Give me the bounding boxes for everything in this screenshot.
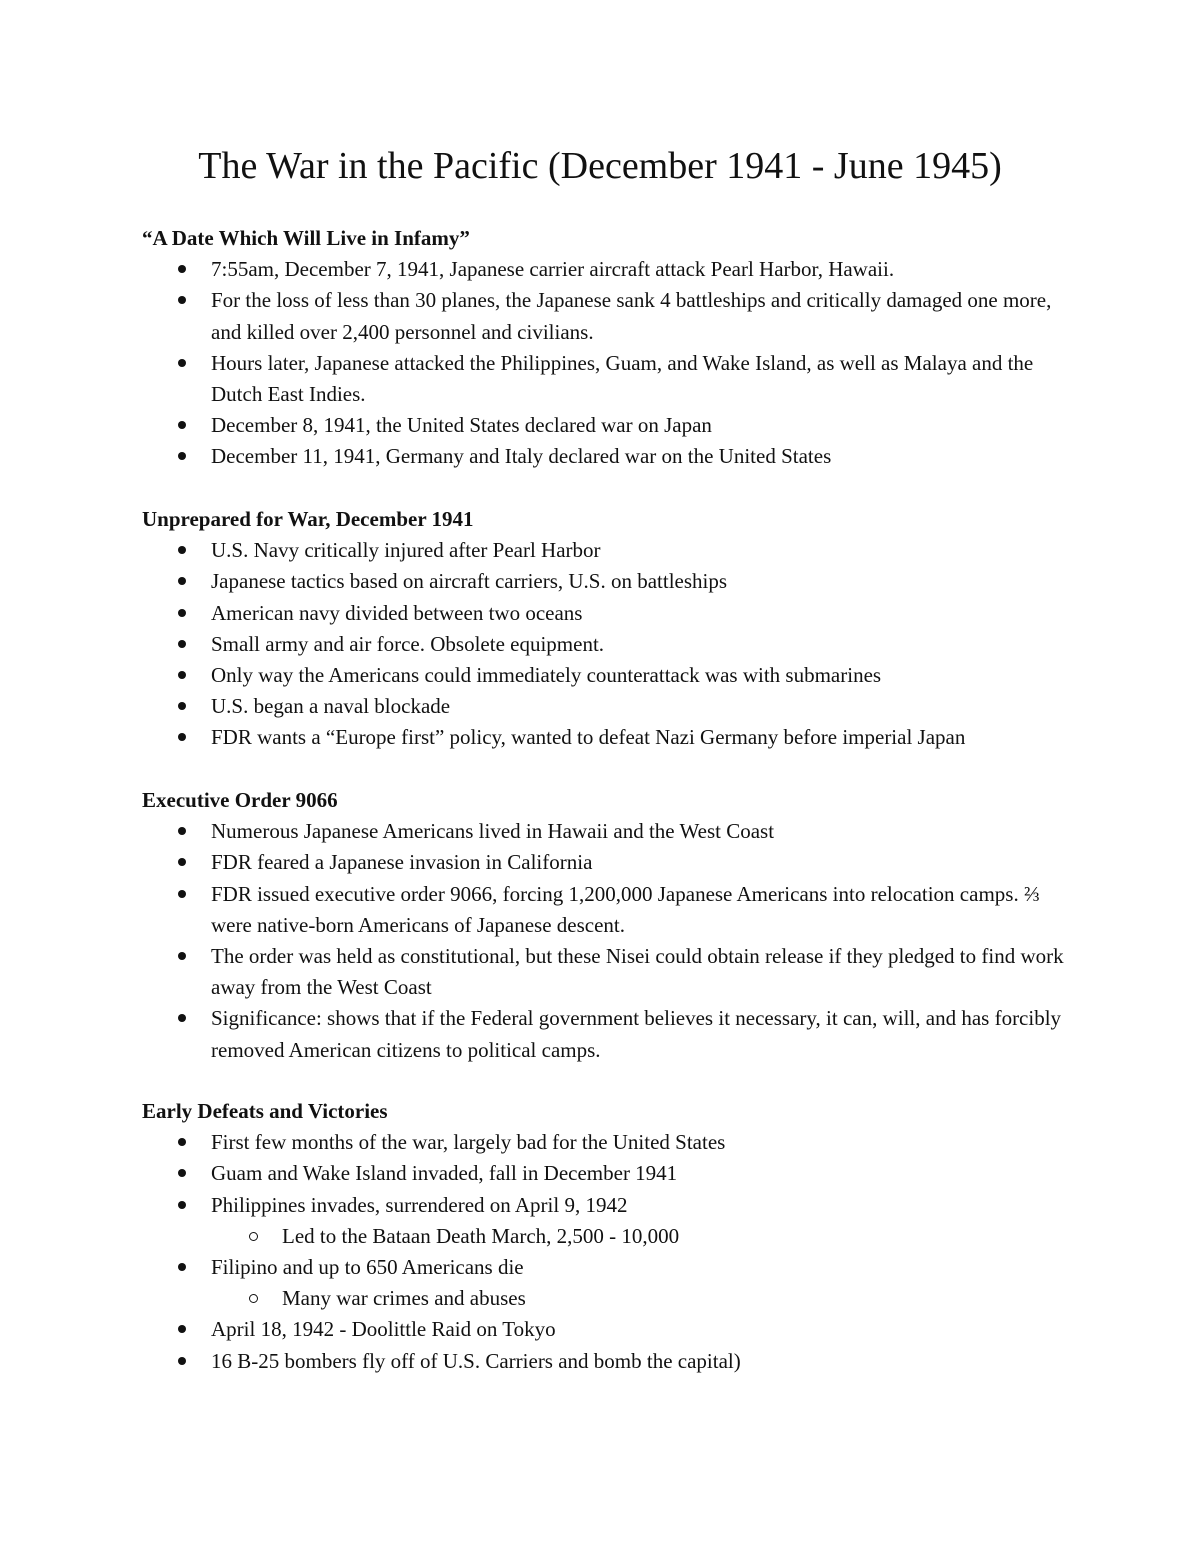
bullet-icon xyxy=(178,359,186,367)
bullet-icon xyxy=(178,1138,186,1146)
list-item-text: Significance: shows that if the Federal government believes it necessary, it can, will, and has forcibly removed American citizens to political camps. xyxy=(211,1006,1062,1062)
bullet-icon xyxy=(178,609,186,617)
list-item-text: April 18, 1942 - Doolittle Raid on Tokyo xyxy=(211,1317,556,1342)
bullet-icon xyxy=(178,452,186,460)
bullet-icon xyxy=(178,890,186,898)
list-item-text: For the loss of less than 30 planes, the Japanese sank 4 battleships and critically damaged one more, and killed over 2,400 personnel and civilians. xyxy=(211,288,1052,344)
list-item xyxy=(142,254,1082,285)
list-item-text: December 11, 1941, Germany and Italy declared war on the United States xyxy=(211,444,832,469)
list-item-text: FDR issued executive order 9066, forcing 1,200,000 Japanese Americans into relocation camps. ⅔ were native-born Americans of Japanese descent. xyxy=(211,881,1040,937)
list-item xyxy=(142,1127,1082,1158)
list-item-text: Japanese tactics based on aircraft carriers, U.S. on battleships xyxy=(211,569,728,594)
section-unprepared xyxy=(142,504,1082,754)
sub-list-item xyxy=(142,1283,1082,1314)
list-item-text: Numerous Japanese Americans lived in Hawaii and the West Coast xyxy=(211,819,775,844)
list-item-text: Hours later, Japanese attacked the Philippines, Guam, and Wake Island, as well as Malaya and the Dutch East Indies. xyxy=(211,350,1034,407)
bullet-icon xyxy=(178,671,186,679)
list-item-text: The order was held as constitutional, but these Nisei could obtain release if they pledged to find work away from the West Coast xyxy=(211,944,1064,1000)
bullet-icon xyxy=(178,952,186,960)
list-item-text: Led to the Bataan Death March, 2,500 - 10,000 xyxy=(282,1223,680,1248)
list-item xyxy=(142,410,1082,441)
list-item-text: 7:55am, December 7, 1941, Japanese carrier aircraft attack Pearl Harbor, Hawaii. xyxy=(211,257,895,282)
list-item-text: 16 B-25 bombers fly off of U.S. Carriers and bomb the capital) xyxy=(211,1348,741,1373)
bullet-icon xyxy=(178,421,186,429)
bullet-list xyxy=(142,1127,1082,1377)
list-item-text: FDR feared a Japanese invasion in California xyxy=(211,850,593,875)
list-item xyxy=(142,847,1082,878)
list-item xyxy=(142,691,1082,722)
list-item-text: Small army and air force. Obsolete equipment. xyxy=(211,631,605,656)
bullet-icon xyxy=(178,1201,186,1209)
bullet-list xyxy=(142,816,1082,1066)
list-item xyxy=(142,879,1082,941)
bullet-icon xyxy=(178,1325,186,1333)
list-item-text: U.S. Navy critically injured after Pearl Harbor xyxy=(211,538,601,563)
bullet-icon xyxy=(178,296,186,304)
list-item-text: Guam and Wake Island invaded, fall in December 1941 xyxy=(211,1161,678,1186)
list-item xyxy=(142,566,1082,597)
bullet-list xyxy=(142,254,1082,472)
list-item-text: Philippines invades, surrendered on April 9, 1942 xyxy=(211,1192,628,1217)
list-item-text: American navy divided between two oceans xyxy=(211,600,583,625)
list-item-text: FDR wants a “Europe first” policy, wanted to defeat Nazi Germany before imperial Japan xyxy=(211,725,966,750)
list-item-text: Only way the Americans could immediately counterattack was with submarines xyxy=(211,663,882,688)
bullet-icon xyxy=(178,1169,186,1177)
bullet-icon xyxy=(178,1263,186,1271)
list-item xyxy=(142,1252,1082,1283)
bullet-icon xyxy=(178,577,186,585)
list-item xyxy=(142,441,1082,472)
section-heading: Early Defeats and Victories xyxy=(142,1099,388,1123)
bullet-icon xyxy=(178,733,186,741)
list-item xyxy=(142,941,1082,1003)
section-infamy xyxy=(142,223,1082,473)
section-heading: Executive Order 9066 xyxy=(142,788,338,812)
list-item xyxy=(142,348,1082,410)
bullet-icon xyxy=(178,546,186,554)
bullet-icon xyxy=(178,1357,186,1365)
bullet-icon xyxy=(178,858,186,866)
hollow-bullet-icon xyxy=(249,1232,258,1241)
list-item xyxy=(142,629,1082,660)
section-executive-order xyxy=(142,785,1082,1066)
bullet-list xyxy=(142,535,1082,753)
bullet-icon xyxy=(178,265,186,273)
section-heading: Unprepared for War, December 1941 xyxy=(142,507,474,531)
list-item-text: December 8, 1941, the United States declared war on Japan xyxy=(211,413,712,438)
list-item xyxy=(142,1158,1082,1189)
list-item xyxy=(142,598,1082,629)
list-item-text: First few months of the war, largely bad for the United States xyxy=(211,1130,726,1155)
list-item-text: Filipino and up to 650 Americans die xyxy=(211,1255,524,1280)
list-item xyxy=(142,1346,1082,1377)
list-item xyxy=(142,1190,1082,1221)
list-item xyxy=(142,1003,1082,1065)
list-item-text: Many war crimes and abuses xyxy=(282,1286,526,1311)
list-item xyxy=(142,722,1082,753)
list-item xyxy=(142,816,1082,847)
page-title: The War in the Pacific (December 1941 - June 1945) xyxy=(198,145,1002,187)
list-item xyxy=(142,535,1082,566)
hollow-bullet-icon xyxy=(249,1294,258,1303)
bullet-icon xyxy=(178,640,186,648)
section-early-defeats xyxy=(142,1096,1082,1377)
list-item-text: U.S. began a naval blockade xyxy=(211,694,451,719)
bullet-icon xyxy=(178,702,186,710)
bullet-icon xyxy=(178,827,186,835)
list-item xyxy=(142,285,1082,347)
list-item xyxy=(142,660,1082,691)
sub-list-item xyxy=(142,1221,1082,1252)
section-heading: “A Date Which Will Live in Infamy” xyxy=(142,226,470,250)
list-item xyxy=(142,1314,1082,1345)
bullet-icon xyxy=(178,1014,186,1022)
